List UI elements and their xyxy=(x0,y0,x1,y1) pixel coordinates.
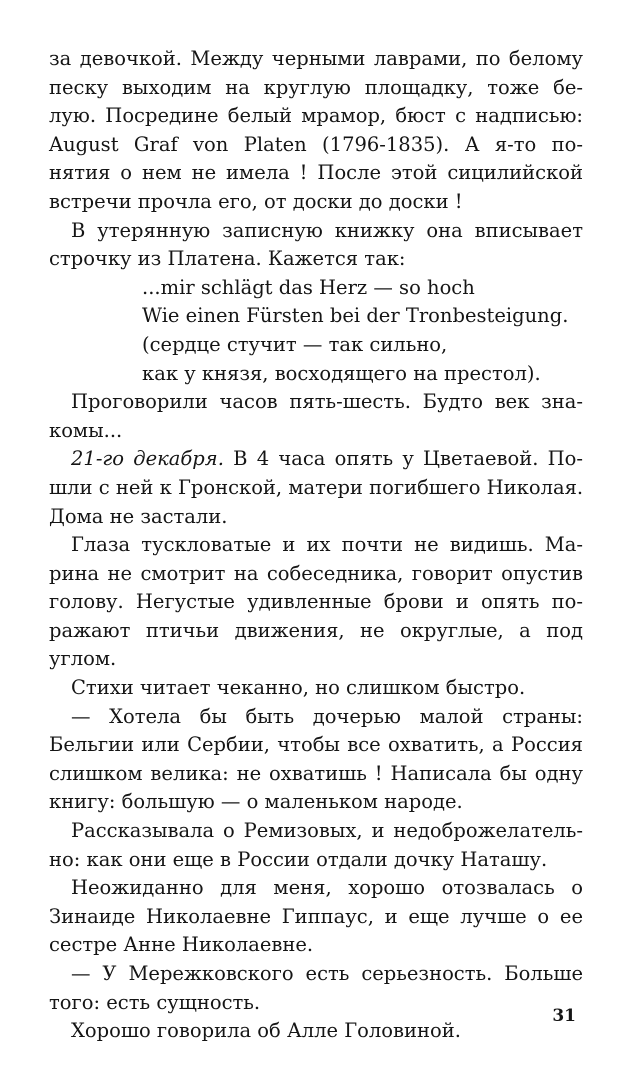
text-line: рина не смотрит на собеседника, говорит опустив xyxy=(49,561,583,585)
paragraph-9 xyxy=(49,817,583,874)
text-line: нятия о нем не имела ! После этой сицилийской xyxy=(49,161,583,185)
text-line: ражают птичьи движения, не округлые, а под xyxy=(49,618,583,642)
verse-line: ...mir schlägt das Herz — so hoch xyxy=(142,275,475,299)
text-line: песку выходим на круглую площадку, тоже бе- xyxy=(49,75,583,99)
text-line: книгу: большую — о маленьком народе. xyxy=(49,790,463,814)
entry-date: 21-го декабря. xyxy=(71,447,224,471)
diary-entry xyxy=(49,445,583,531)
text-line: шли с ней к Гронской, матери погибшего Николая. xyxy=(49,475,584,499)
paragraph-8 xyxy=(49,703,583,817)
text-line: углом. xyxy=(49,647,117,671)
text-line: встречи прочла его, от доски до доски ! xyxy=(49,189,463,213)
page-number: 31 xyxy=(552,1006,576,1026)
text-line: за девочкой. Между черными лаврами, по белому xyxy=(49,47,583,70)
paragraph-11 xyxy=(49,960,583,1017)
paragraph-7 xyxy=(49,674,583,703)
page-body xyxy=(49,45,583,1046)
verse-line: Wie einen Fürsten bei der Tronbesteigung. xyxy=(142,304,569,328)
paragraph-12 xyxy=(49,1017,583,1046)
text-line: строчку из Платена. Кажется так: xyxy=(49,247,406,271)
paragraph-2 xyxy=(49,217,583,274)
text-line: Зинаиде Николаевне Гиппаус, и еще лучше о ее xyxy=(49,904,583,928)
paragraph-1 xyxy=(49,45,583,217)
text-line: — У Мережковского есть серьезность. Больше xyxy=(71,962,583,985)
text-line: но: как они еще в России отдали дочку Наташу. xyxy=(49,847,548,871)
text-line: комы... xyxy=(49,418,123,442)
text-line: Дома не застали. xyxy=(49,504,228,528)
paragraph-6 xyxy=(49,531,583,674)
text-line: сестре Анне Николаевне. xyxy=(49,933,314,957)
text-line: Глаза тускловатые и их почти не видишь. Ма- xyxy=(71,533,583,557)
text-line: слишком велика: не охватишь ! Написала бы одну xyxy=(49,761,583,785)
text-line: Стихи читает чеканно, но слишком быстро. xyxy=(71,676,526,700)
text-line: Рассказывала о Ремизовых, и недоброжелатель- xyxy=(71,819,583,843)
text-line: — Хотела бы быть дочерью малой страны: xyxy=(71,704,583,728)
verse-line: (сердце стучит — так сильно, xyxy=(142,332,448,356)
text-line: Бельгии или Сербии, чтобы все охватить, а Россия xyxy=(49,733,583,757)
text-line: Проговорили часов пять-шесть. Будто век зна- xyxy=(71,390,583,414)
entry-text: В 4 часа опять у Цветаевой. По- xyxy=(233,447,584,471)
text-line: В утерянную записную книжку она вписывает xyxy=(71,218,583,242)
verse-quote xyxy=(49,274,583,388)
text-line: Неожиданно для меня, хорошо отозвалась о xyxy=(71,876,583,900)
paragraph-10 xyxy=(49,874,583,960)
paragraph-4 xyxy=(49,388,583,445)
text-line: голову. Негустые удивленные брови и опять по- xyxy=(49,590,583,614)
text-line: того: есть сущность. xyxy=(49,990,261,1014)
text-line: Хорошо говорила об Алле Головиной. xyxy=(71,1019,461,1043)
text-line: лую. Посредине белый мрамор, бюст с надписью: xyxy=(49,104,583,128)
text-line: August Graf von Platen (1796-1835). А я-то по- xyxy=(49,132,583,156)
text-line xyxy=(49,445,583,474)
verse-line: как у князя, восходящего на престол). xyxy=(142,361,541,385)
